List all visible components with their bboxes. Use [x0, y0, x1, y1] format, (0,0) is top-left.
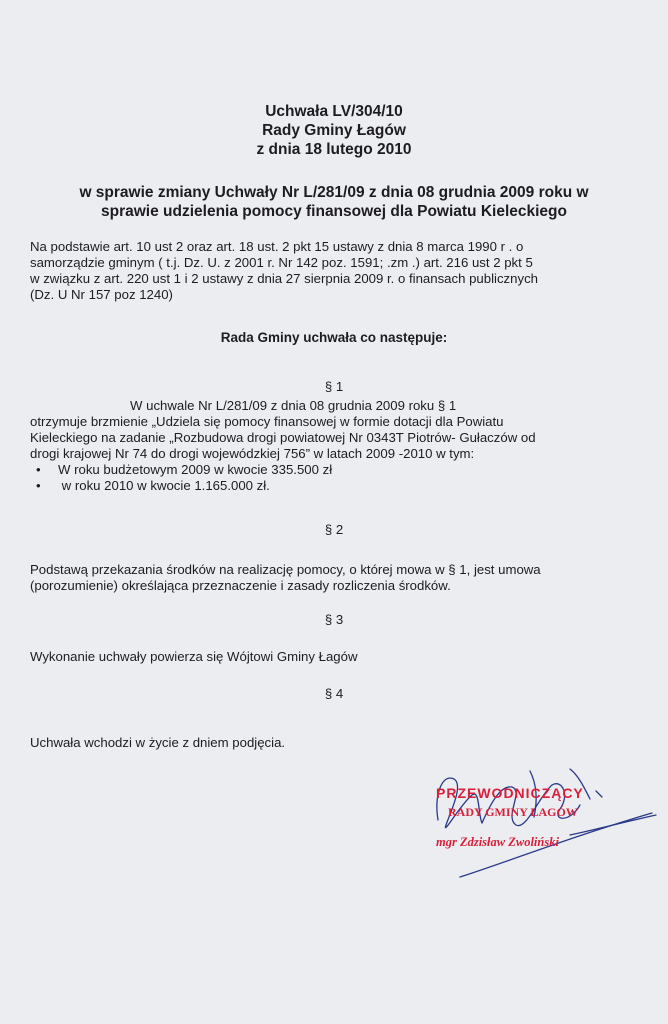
paragraph-4-mark: § 4: [324, 686, 344, 701]
paragraph-1-line: drogi krajowej Nr 74 do drogi wojewódzkiej 756” w latach 2009 -2010 w tym:: [30, 446, 475, 461]
stamp-organization: RADY GMINY ŁAGÓW: [448, 805, 578, 819]
paragraph-3-mark: § 3: [324, 612, 344, 627]
preamble: [30, 239, 650, 303]
list-item-text: w roku 2010 w kwocie 1.165.000 zł.: [58, 478, 270, 493]
resolution-date: z dnia 18 lutego 2010: [256, 141, 412, 158]
paragraph-4-text: Uchwała wchodzi w życie z dniem podjęcia.: [30, 735, 286, 750]
preamble-line: samorządzie gminym ( t.j. Dz. U. z 2001 r. Nr 142 poz. 1591; .zm .) art. 216 ust 2 pkt 5: [30, 255, 533, 270]
preamble-line: w związku z art. 220 ust 1 i 2 ustawy z dnia 27 sierpnia 2009 r. o finansach publicznych: [30, 271, 538, 286]
preamble-line: (Dz. U Nr 157 poz 1240): [30, 287, 173, 302]
subject-line-2: sprawie udzielenia pomocy finansowej dla Powiatu Kieleckiego: [101, 203, 567, 220]
stamp-name: mgr Zdzisław Zwoliński: [436, 835, 559, 849]
preamble-line: Na podstawie art. 10 ust 2 oraz art. 18 ust. 2 pkt 15 ustawy z dnia 8 marca 1990 r . o: [30, 239, 524, 254]
resolution-number: Uchwała LV/304/10: [265, 103, 403, 120]
paragraph-1-line: Kieleckiego na zadanie „Rozbudowa drogi powiatowej Nr 0343T Piotrów- Gułaczów od: [30, 430, 536, 445]
stamp-title: PRZEWODNICZĄCY: [436, 785, 584, 801]
paragraph-1-line-1: W uchwale Nr L/281/09 z dnia 08 grudnia 2009 roku § 1: [130, 398, 457, 413]
handwritten-signature: [420, 765, 660, 885]
paragraph-1-line: otrzymuje brzmienie „Udziela się pomocy finansowej w formie dotacji dla Powiatu: [30, 414, 504, 429]
paragraph-2-line: Podstawą przekazania środków na realizację pomocy, o której mowa w § 1, jest umowa: [30, 562, 541, 577]
list-item: [30, 462, 650, 478]
list-item-text: W roku budżetowym 2009 w kwocie 335.500 zł: [58, 462, 333, 477]
council-name: Rady Gminy Łagów: [262, 122, 406, 139]
signature-stamp: [420, 765, 660, 885]
resolves-heading: Rada Gminy uchwała co następuje:: [220, 330, 448, 345]
bullet-icon: •: [36, 478, 41, 493]
amount-list: [30, 462, 650, 494]
subject-line-1: w sprawie zmiany Uchwały Nr L/281/09 z dnia 08 grudnia 2009 roku w: [79, 184, 589, 201]
list-item: [30, 478, 650, 494]
bullet-icon: •: [36, 462, 41, 477]
paragraph-3-text: Wykonanie uchwały powierza się Wójtowi Gminy Łagów: [30, 649, 358, 664]
paragraph-2-mark: § 2: [324, 522, 344, 537]
paragraph-2-line: (porozumienie) określająca przeznaczenie i zasady rozliczenia środków.: [30, 578, 451, 593]
paragraph-1-mark: § 1: [324, 379, 344, 394]
paragraph-2-body: [30, 562, 650, 594]
paragraph-1-body: [30, 414, 650, 494]
